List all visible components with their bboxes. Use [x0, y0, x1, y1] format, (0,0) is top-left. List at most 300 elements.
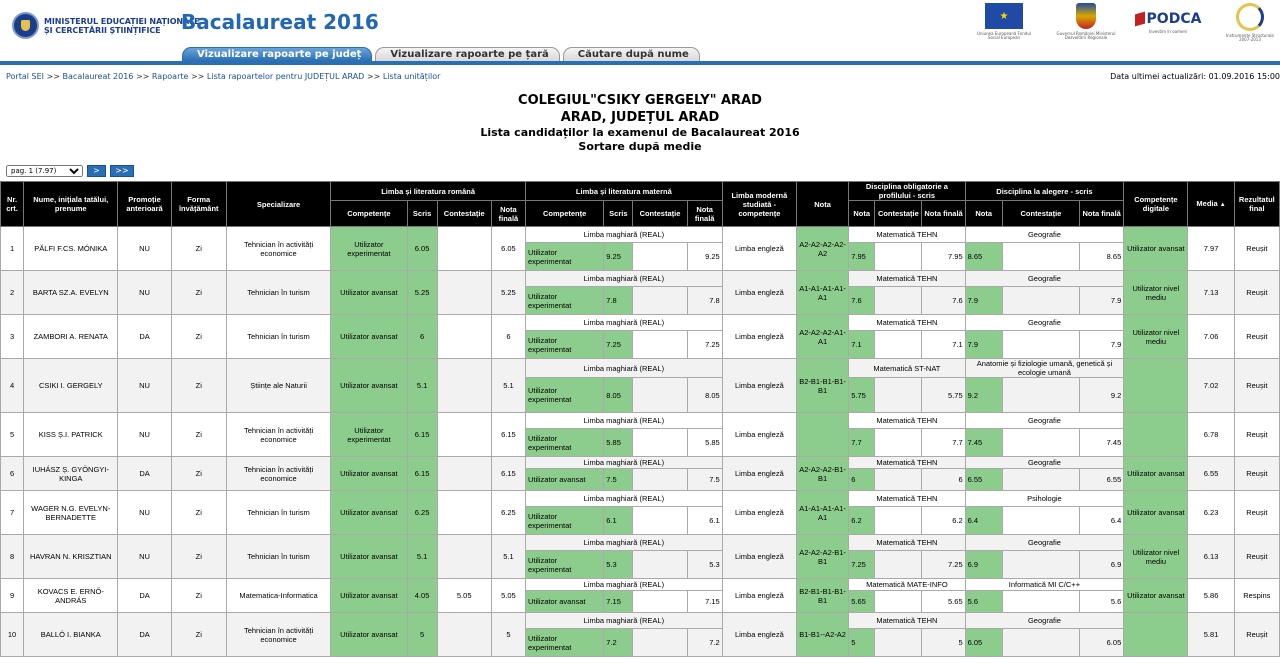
- cell-promotie: NU: [118, 227, 171, 271]
- col-rezultat[interactable]: Rezultatul final: [1234, 182, 1279, 227]
- cell-lr-nota-finala: 6.15: [491, 413, 525, 457]
- cell-lm-contestatie: [633, 287, 687, 315]
- cell-lm-scris: 7.2: [604, 629, 633, 657]
- cell-lm-nota: A1-A1-A1-A1-A1: [797, 491, 849, 535]
- last-update: Data ultimei actualizări: 01.09.2016 15:00: [1110, 72, 1280, 81]
- cell-media: 7.06: [1188, 315, 1234, 359]
- cell-dal-subject: Geografie: [965, 227, 1124, 243]
- cell-lm-subject: Limba maghiară (REAL): [525, 535, 722, 551]
- cell-dal-subject: Psihologie: [965, 491, 1124, 507]
- cell-nr: 5: [1, 413, 24, 457]
- cell-lr-contestatie: [437, 359, 491, 413]
- page-header: [0, 0, 1280, 48]
- breadcrumb: [6, 72, 440, 81]
- cell-dob-contestatie: [875, 331, 922, 359]
- cell-competente-digitale: [1124, 413, 1188, 457]
- cell-promotie: DA: [118, 613, 171, 657]
- cell-lr-competente: Utilizator avansat: [331, 613, 407, 657]
- cell-lm-contestatie: [633, 629, 687, 657]
- cell-lm-competente: Utilizator experimentat: [525, 243, 603, 271]
- cell-lr-nota-finala: 5.25: [491, 271, 525, 315]
- cell-dob-nota-finala: 7.25: [922, 551, 965, 579]
- breadcrumb-county-reports[interactable]: Lista rapoartelor pentru JUDEȚUL ARAD: [206, 72, 365, 81]
- cell-dob-subject: Matematică ST-NAT: [849, 359, 965, 378]
- cell-dal-nota-finala: 5.6: [1080, 591, 1124, 613]
- cell-lr-nota-finala: 5: [491, 613, 525, 657]
- cell-lr-nota-finala: 6.15: [491, 457, 525, 491]
- cell-name: BARTA SZ.A. EVELYN: [24, 271, 118, 315]
- cell-dob-nota-finala: 7.95: [922, 243, 965, 271]
- cell-dob-nota-finala: 7.1: [922, 331, 965, 359]
- cell-lr-contestatie: [437, 413, 491, 457]
- cell-nr: 10: [1, 613, 24, 657]
- cell-lr-scris: 5: [407, 613, 437, 657]
- list-title: Lista candidaților la examenul de Bacalaureat 2016: [480, 126, 800, 139]
- cell-lm-subject: Limba maghiară (REAL): [525, 457, 722, 469]
- cell-dal-nota: 6.05: [965, 629, 1002, 657]
- cell-competente-digitale: Utilizator avansat: [1124, 457, 1188, 491]
- cell-rezultat: Reușit: [1234, 271, 1279, 315]
- cell-rezultat: Reușit: [1234, 457, 1279, 491]
- cell-rezultat: Respins: [1234, 579, 1279, 613]
- cell-dob-contestatie: [875, 629, 922, 657]
- page-select[interactable]: [6, 165, 83, 177]
- cell-dal-contestatie: [1002, 629, 1079, 657]
- cell-dal-subject: Geografie: [965, 457, 1124, 469]
- cell-lr-nota-finala: 6.25: [491, 491, 525, 535]
- cell-dal-contestatie: [1002, 551, 1079, 579]
- last-page-button[interactable]: >>: [110, 165, 134, 177]
- cell-name: WAGER N.G. EVELYN-BERNADETTE: [24, 491, 118, 535]
- ministry-crest-icon: [12, 12, 39, 39]
- cell-name: HAVRAN N. KRISZTIAN: [24, 535, 118, 579]
- cell-dal-nota: 7.9: [965, 331, 1002, 359]
- tab-country-reports[interactable]: Vizualizare rapoarte pe țară: [375, 47, 559, 61]
- cell-lr-scris: 5.25: [407, 271, 437, 315]
- cell-nr: 8: [1, 535, 24, 579]
- cell-media: 7.13: [1188, 271, 1234, 315]
- cell-competente-digitale: Utilizator nivel mediu: [1124, 315, 1188, 359]
- cell-specializare: Tehnician în activități economice: [226, 227, 330, 271]
- cell-nr: 4: [1, 359, 24, 413]
- cell-forma: Zi: [171, 227, 226, 271]
- col-dob-contestatie[interactable]: Contestație: [875, 201, 922, 227]
- cell-lm-scris: 5.85: [604, 429, 633, 457]
- cell-rezultat: Reușit: [1234, 535, 1279, 579]
- cell-media: 5.81: [1188, 613, 1234, 657]
- cell-lr-contestatie: [437, 491, 491, 535]
- cell-dal-subject: Geografie: [965, 535, 1124, 551]
- cell-lm-competente: Utilizator experimentat: [525, 507, 603, 535]
- cell-dob-subject: Matematică TEHN: [849, 315, 965, 331]
- cell-lm-competente: Utilizator avansat: [525, 469, 603, 491]
- ministry-logo[interactable]: [12, 12, 200, 39]
- cell-dal-nota: 6.55: [965, 469, 1002, 491]
- col-lr-contestatie[interactable]: Contestație: [437, 201, 491, 227]
- cell-competente-digitale: Utilizator avansat: [1124, 579, 1188, 613]
- cell-lm-nota: [797, 413, 849, 457]
- structural-funds-caption: Instrumente Structurale 2007-2013: [1226, 33, 1274, 42]
- cell-lm-competente: Utilizator experimentat: [525, 429, 603, 457]
- podca-label: PODCA: [1146, 11, 1202, 27]
- col-lm-contestatie[interactable]: Contestație: [633, 201, 687, 227]
- cell-lr-scris: 5.1: [407, 359, 437, 413]
- partner-logos: [974, 0, 1280, 42]
- cell-lr-scris: 4.05: [407, 579, 437, 613]
- cell-lm-nota-finala: 7.2: [687, 629, 722, 657]
- cell-specializare: Tehnician în activități economice: [226, 413, 330, 457]
- cell-lr-contestatie: [437, 227, 491, 271]
- cell-lr-competente: Utilizator avansat: [331, 579, 407, 613]
- cell-dal-contestatie: [1002, 378, 1079, 413]
- cell-forma: Zi: [171, 535, 226, 579]
- cell-lm-nota: B2-B1-B1-B1-B1: [797, 359, 849, 413]
- cell-name: KOVACS E. ERNŐ-ANDRÁS: [24, 579, 118, 613]
- cell-dal-nota: 6.4: [965, 507, 1002, 535]
- cell-dob-subject: Matematică TEHN: [849, 491, 965, 507]
- cell-forma: Zi: [171, 579, 226, 613]
- cell-name: IUHÁSZ Ș. GYÖNGYI-KINGA: [24, 457, 118, 491]
- cell-forma: Zi: [171, 491, 226, 535]
- cell-specializare: Matematica-Informatica: [226, 579, 330, 613]
- col-competente-digitale[interactable]: Competențe digitale: [1124, 182, 1188, 227]
- col-group-limba-romana: Limba și literatura română: [331, 182, 526, 201]
- tab-search-by-name[interactable]: Căutare după nume: [563, 47, 700, 61]
- structural-funds-logo: [1220, 3, 1280, 42]
- col-dal-contestatie[interactable]: Contestație: [1002, 201, 1079, 227]
- cell-lr-competente: Utilizator avansat: [331, 359, 407, 413]
- cell-lm-subject: Limba maghiară (REAL): [525, 227, 722, 243]
- cell-lm-scris: 7.8: [604, 287, 633, 315]
- cell-dob-nota: 5.65: [849, 591, 875, 613]
- cell-lm-nota: A2-A2-A2-A1-A1: [797, 315, 849, 359]
- table-row[interactable]: [1, 271, 1280, 287]
- app-title: Bacalaureat 2016: [181, 10, 379, 34]
- cell-dal-subject: Geografie: [965, 413, 1124, 429]
- cell-forma: Zi: [171, 315, 226, 359]
- cell-lr-contestatie: 5.05: [437, 579, 491, 613]
- cell-lm-scris: 7.5: [604, 469, 633, 491]
- cell-lm-nota-finala: 7.8: [687, 287, 722, 315]
- breadcrumb-units[interactable]: Lista unităților: [382, 72, 441, 81]
- cell-lr-contestatie: [437, 271, 491, 315]
- cell-dal-nota: 7.45: [965, 429, 1002, 457]
- report-title: [0, 93, 1280, 154]
- cell-name: CSIKI I. GERGELY: [24, 359, 118, 413]
- cell-lm-nota: B2-B1-B1-B1-B1: [797, 579, 849, 613]
- romania-crest-icon: [1076, 3, 1096, 29]
- cell-specializare: Tehnician în activități economice: [226, 457, 330, 491]
- cell-lr-competente: Utilizator avansat: [331, 457, 407, 491]
- cell-lr-scris: 6.15: [407, 413, 437, 457]
- cell-nr: 7: [1, 491, 24, 535]
- cell-name: PĂLFI F.CS. MÓNIKA: [24, 227, 118, 271]
- cell-dob-subject: Matematică MATE-INFO: [849, 579, 965, 591]
- cell-media: 6.78: [1188, 413, 1234, 457]
- cell-competente-digitale: Utilizator avansat: [1124, 491, 1188, 535]
- cell-dob-nota: 7.25: [849, 551, 875, 579]
- cell-specializare: Tehnician în turism: [226, 491, 330, 535]
- cell-lm-nota-finala: 6.1: [687, 507, 722, 535]
- cell-lm-contestatie: [633, 429, 687, 457]
- cell-limba-moderna: Limba engleză: [722, 491, 796, 535]
- cell-lm-subject: Limba maghiară (REAL): [525, 413, 722, 429]
- cell-dob-nota-finala: 5.75: [922, 378, 965, 413]
- cell-dob-nota: 7.95: [849, 243, 875, 271]
- cell-promotie: DA: [118, 457, 171, 491]
- breadcrumb-separator: >>: [46, 72, 60, 81]
- cell-lm-nota: A2-A2-A2-B1-B1: [797, 535, 849, 579]
- cell-lm-competente: Utilizator experimentat: [525, 629, 603, 657]
- cell-lm-competente: Utilizator experimentat: [525, 378, 603, 413]
- col-nr[interactable]: Nr. crt.: [1, 182, 24, 227]
- tab-bar-underline: [0, 61, 1280, 65]
- sort-title: Sortare după medie: [578, 140, 702, 153]
- cell-lm-nota: B1-B1--A2-A2: [797, 613, 849, 657]
- cell-lm-competente: Utilizator avansat: [525, 591, 603, 613]
- cell-dob-subject: Matematică TEHN: [849, 535, 965, 551]
- cell-dal-nota: 9.2: [965, 378, 1002, 413]
- cell-dob-nota: 7.7: [849, 429, 875, 457]
- cell-limba-moderna: Limba engleză: [722, 413, 796, 457]
- col-dal-nota-finala[interactable]: Nota finală: [1080, 201, 1124, 227]
- cell-dal-nota: 6.9: [965, 551, 1002, 579]
- cell-dal-nota: 5.6: [965, 591, 1002, 613]
- cell-limba-moderna: Limba engleză: [722, 535, 796, 579]
- col-limba-moderna[interactable]: Limba modernă studiată - competențe: [722, 182, 796, 227]
- cell-dob-contestatie: [875, 591, 922, 613]
- cell-dal-contestatie: [1002, 243, 1079, 271]
- cell-limba-moderna: Limba engleză: [722, 271, 796, 315]
- cell-dob-subject: Matematică TEHN: [849, 613, 965, 629]
- pager: [6, 165, 134, 177]
- cell-name: BALLÓ I. BIANKA: [24, 613, 118, 657]
- col-media-label: Media: [1196, 198, 1218, 208]
- cell-dob-nota-finala: 5: [922, 629, 965, 657]
- cell-specializare: Tehnician în turism: [226, 535, 330, 579]
- table-row[interactable]: [1, 579, 1280, 591]
- table-row[interactable]: [1, 613, 1280, 629]
- cell-lm-subject: Limba maghiară (REAL): [525, 579, 722, 591]
- cell-competente-digitale: Utilizator nivel mediu: [1124, 535, 1188, 579]
- tab-county-reports[interactable]: Vizualizare rapoarte pe județ: [182, 47, 372, 61]
- cell-lm-nota-finala: 9.25: [687, 243, 722, 271]
- cell-name: ZAMBORI A. RENATA: [24, 315, 118, 359]
- col-dob-nota[interactable]: Nota: [849, 201, 875, 227]
- cell-competente-digitale: Utilizator avansat: [1124, 227, 1188, 271]
- cell-lr-nota-finala: 6.05: [491, 227, 525, 271]
- cell-nr: 1: [1, 227, 24, 271]
- cell-lm-subject: Limba maghiară (REAL): [525, 613, 722, 629]
- cell-lr-competente: Utilizator avansat: [331, 315, 407, 359]
- cell-lr-scris: 6.25: [407, 491, 437, 535]
- cell-dal-contestatie: [1002, 429, 1079, 457]
- table-row[interactable]: [1, 535, 1280, 551]
- col-promotie[interactable]: Promoție anterioară: [118, 182, 171, 227]
- cell-competente-digitale: [1124, 359, 1188, 413]
- cell-lm-contestatie: [633, 469, 687, 491]
- gov-logo: [1056, 3, 1116, 40]
- podca-icon: [1135, 12, 1145, 27]
- cell-dob-nota-finala: 6: [922, 469, 965, 491]
- cell-nr: 9: [1, 579, 24, 613]
- cell-lm-scris: 8.05: [604, 378, 633, 413]
- cell-lr-scris: 6: [407, 315, 437, 359]
- cell-lr-scris: 5.1: [407, 535, 437, 579]
- cell-dal-contestatie: [1002, 591, 1079, 613]
- cell-limba-moderna: Limba engleză: [722, 315, 796, 359]
- cell-lm-competente: Utilizator experimentat: [525, 287, 603, 315]
- cell-lm-contestatie: [633, 507, 687, 535]
- cell-lm-competente: Utilizator experimentat: [525, 331, 603, 359]
- cell-dal-nota-finala: 7.45: [1080, 429, 1124, 457]
- table-row[interactable]: [1, 413, 1280, 429]
- cell-lm-contestatie: [633, 243, 687, 271]
- cell-dal-subject: Informatică MI C/C++: [965, 579, 1124, 591]
- cell-forma: Zi: [171, 413, 226, 457]
- col-dob-nota-finala[interactable]: Nota finală: [922, 201, 965, 227]
- cell-lm-nota: A1-A1-A1-A1-A1: [797, 271, 849, 315]
- cell-competente-digitale: [1124, 613, 1188, 657]
- sort-ascending-icon: ▲: [1219, 201, 1226, 208]
- col-dal-nota[interactable]: Nota: [965, 201, 1002, 227]
- cell-nr: 3: [1, 315, 24, 359]
- cell-lm-contestatie: [633, 591, 687, 613]
- cell-media: 7.02: [1188, 359, 1234, 413]
- col-lm-competente[interactable]: Competențe: [525, 201, 603, 227]
- table-row[interactable]: [1, 457, 1280, 469]
- cell-media: 6.13: [1188, 535, 1234, 579]
- cell-dob-nota-finala: 7.6: [922, 287, 965, 315]
- cell-lr-nota-finala: 5.05: [491, 579, 525, 613]
- col-lr-scris[interactable]: Scris: [407, 201, 437, 227]
- cell-specializare: Tehnician în activități economice: [226, 613, 330, 657]
- cell-dal-contestatie: [1002, 331, 1079, 359]
- breadcrumb-portal-sei[interactable]: Portal SEI: [6, 72, 45, 81]
- breadcrumb-bacalaureat[interactable]: Bacalaureat 2016: [62, 72, 134, 81]
- eu-logo: [974, 3, 1034, 40]
- cell-lm-nota-finala: 7.15: [687, 591, 722, 613]
- cell-name: KISS Ș.I. PATRICK: [24, 413, 118, 457]
- cell-rezultat: Reușit: [1234, 227, 1279, 271]
- col-lm-scris[interactable]: Scris: [604, 201, 633, 227]
- col-group-limba-materna: Limba și literatura maternă: [525, 182, 722, 201]
- report-tabs: [182, 47, 700, 61]
- col-group-disciplina-alegere: Disciplina la alegere - scris: [965, 182, 1124, 201]
- cell-lm-scris: 7.25: [604, 331, 633, 359]
- col-forma[interactable]: Forma învățământ: [171, 182, 226, 227]
- cell-promotie: NU: [118, 491, 171, 535]
- cell-forma: Zi: [171, 457, 226, 491]
- breadcrumb-separator: >>: [190, 72, 205, 81]
- cell-dal-nota: 7.9: [965, 287, 1002, 315]
- cell-dob-nota: 7.6: [849, 287, 875, 315]
- cell-specializare: Tehnician în turism: [226, 271, 330, 315]
- col-nota-lm[interactable]: Nota: [797, 182, 849, 227]
- cell-promotie: NU: [118, 413, 171, 457]
- cell-lr-competente: Utilizator avansat: [331, 491, 407, 535]
- podca-caption: Investim în oameni: [1148, 29, 1188, 34]
- cell-media: 7.97: [1188, 227, 1234, 271]
- cell-dal-nota-finala: 9.2: [1080, 378, 1124, 413]
- breadcrumb-separator: >>: [366, 72, 381, 81]
- eu-logo-caption: Uniunea Europeană Fondul Social European: [977, 31, 1031, 40]
- cell-lm-subject: Limba maghiară (REAL): [525, 315, 722, 331]
- cell-lr-nota-finala: 5.1: [491, 359, 525, 413]
- cell-dal-nota-finala: 6.9: [1080, 551, 1124, 579]
- cell-media: 5.86: [1188, 579, 1234, 613]
- cell-forma: Zi: [171, 613, 226, 657]
- cell-limba-moderna: Limba engleză: [722, 457, 796, 491]
- cell-lm-competente: Utilizator experimentat: [525, 551, 603, 579]
- cell-lm-nota-finala: 8.05: [687, 378, 722, 413]
- results-table-body: [1, 227, 1280, 657]
- table-row[interactable]: [1, 491, 1280, 507]
- cell-dob-contestatie: [875, 507, 922, 535]
- cell-lm-nota-finala: 5.85: [687, 429, 722, 457]
- cell-dob-contestatie: [875, 287, 922, 315]
- cell-rezultat: Reușit: [1234, 491, 1279, 535]
- next-page-button[interactable]: >: [87, 165, 106, 177]
- cell-dal-nota-finala: 6.55: [1080, 469, 1124, 491]
- cell-promotie: DA: [118, 579, 171, 613]
- breadcrumb-rapoarte[interactable]: Rapoarte: [151, 72, 189, 81]
- cell-dal-nota-finala: 7.9: [1080, 331, 1124, 359]
- ministry-name-line1: MINISTERUL EDUCAȚIEI NAȚIONALE: [44, 16, 200, 26]
- cell-rezultat: Reușit: [1234, 413, 1279, 457]
- table-row[interactable]: [1, 359, 1280, 378]
- col-lr-nota-finala[interactable]: Nota finală: [491, 201, 525, 227]
- col-media[interactable]: [1188, 182, 1234, 227]
- cell-lm-scris: 9.25: [604, 243, 633, 271]
- gov-logo-caption: Guvernul României Ministerul Dezvoltării Regionale: [1056, 31, 1116, 40]
- cell-dal-subject: Anatomie și fiziologie umană, genetică și ecologie umană: [965, 359, 1124, 378]
- cell-dob-contestatie: [875, 469, 922, 491]
- cell-lr-nota-finala: 5.1: [491, 535, 525, 579]
- table-row[interactable]: [1, 227, 1280, 243]
- cell-lr-contestatie: [437, 613, 491, 657]
- cell-limba-moderna: Limba engleză: [722, 579, 796, 613]
- cell-promotie: NU: [118, 271, 171, 315]
- table-row[interactable]: [1, 315, 1280, 331]
- cell-lr-competente: Utilizator experimentat: [331, 413, 407, 457]
- cell-dob-nota: 7.1: [849, 331, 875, 359]
- structural-funds-icon: [1236, 3, 1264, 31]
- cell-lr-nota-finala: 6: [491, 315, 525, 359]
- cell-nr: 2: [1, 271, 24, 315]
- cell-dob-subject: Matematică TEHN: [849, 457, 965, 469]
- cell-lm-contestatie: [633, 378, 687, 413]
- cell-dal-nota-finala: 7.9: [1080, 287, 1124, 315]
- cell-lr-contestatie: [437, 315, 491, 359]
- cell-dob-subject: Matematică TEHN: [849, 227, 965, 243]
- cell-lm-nota: A2-A2-A2-A2-A2: [797, 227, 849, 271]
- col-nume[interactable]: Nume, inițiala tatălui, prenume: [24, 182, 118, 227]
- cell-media: 6.23: [1188, 491, 1234, 535]
- col-lr-competente[interactable]: Competențe: [331, 201, 407, 227]
- cell-dob-nota-finala: 6.2: [922, 507, 965, 535]
- cell-lm-scris: 7.15: [604, 591, 633, 613]
- ministry-name: [44, 17, 200, 35]
- cell-dob-nota-finala: 5.65: [922, 591, 965, 613]
- podca-logo: [1138, 3, 1202, 34]
- col-lm-nota-finala[interactable]: Nota finală: [687, 201, 722, 227]
- cell-lm-contestatie: [633, 331, 687, 359]
- school-location: ARAD, JUDEȚUL ARAD: [560, 110, 720, 125]
- cell-dob-contestatie: [875, 429, 922, 457]
- cell-forma: Zi: [171, 359, 226, 413]
- col-specializare[interactable]: Specializare: [226, 182, 330, 227]
